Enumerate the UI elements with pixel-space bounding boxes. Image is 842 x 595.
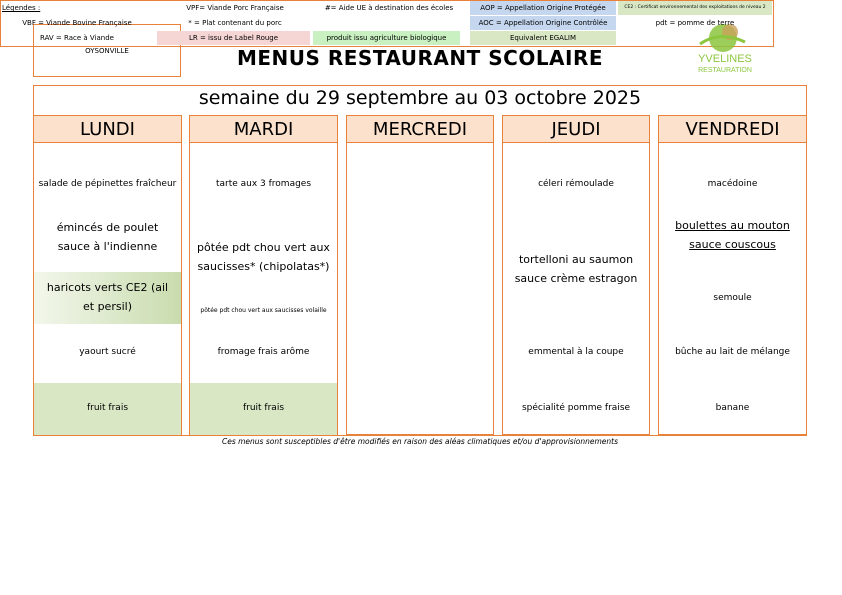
vendredi-entree: macédoine (707, 179, 758, 190)
day-column-vendredi (658, 115, 807, 435)
jeudi-plat: tortelloni au saumon sauce crème estragon (514, 253, 638, 285)
day-column-mardi (189, 115, 338, 435)
day-header-mardi: MARDI (190, 116, 337, 143)
mardi-dessert: fruit frais (190, 383, 337, 435)
vendredi-dessert: banane (715, 403, 750, 414)
legend-aoc: AOC = Appellation Origine Contrôlée (470, 16, 616, 30)
day-header-jeudi: JEUDI (503, 116, 649, 143)
logo-line1: YVELINES (698, 53, 752, 65)
mardi-alternative: pôtée pdt chou vert aux saucisses volaille (200, 306, 327, 314)
jeudi-entree: céleri rémoulade (538, 179, 614, 190)
legend-rav: RAV = Race à Viande (40, 34, 114, 42)
day-header-mercredi: MERCREDI (347, 116, 493, 143)
vendredi-accompagnement: semoule (713, 293, 752, 304)
lundi-entree: salade de pépinettes fraîcheur (38, 179, 177, 190)
legend-aop: AOP = Appellation Origine Protégée (470, 1, 616, 15)
town-label: OYSONVILLE (85, 46, 129, 55)
week-title: semaine du 29 septembre au 03 octobre 2025 (198, 87, 642, 109)
legend-aide-ue: #= Aide UE à destination des écoles (324, 4, 454, 12)
logo-line2: RESTAURATION (698, 67, 752, 74)
legend-egalim: Equivalent EGALIM (470, 31, 616, 45)
mardi-plat: pôtée pdt chou vert aux saucisses* (chipolatas*) (197, 241, 330, 273)
lundi-plat: émincés de poulet sauce à l'indienne (56, 221, 159, 253)
legend-bio: produit issu agriculture biologique (313, 31, 460, 45)
legend-box (0, 0, 774, 47)
jeudi-dessert: spécialité pomme fraise (521, 403, 631, 414)
legend-plat-porc: * = Plat contenant du porc (188, 19, 282, 27)
legend-lr: LR = issu de Label Rouge (157, 31, 310, 45)
lundi-accompagnement: haricots verts CE2 (ail et persil) (34, 272, 181, 324)
vendredi-laitage: bûche au lait de mélange (675, 347, 790, 358)
day-header-lundi: LUNDI (34, 116, 181, 143)
mardi-laitage: fromage frais arôme (217, 347, 310, 358)
legend-vpf: VPF= Viande Porc Française (186, 4, 284, 12)
legend-ce2: CE2 : Certificat environnemental des exploitations de niveau 2 (618, 1, 772, 15)
day-column-jeudi (502, 115, 650, 435)
lundi-laitage: yaourt sucré (79, 347, 136, 358)
legend-title: Légendes : (2, 4, 41, 12)
disclaimer-note: Ces menus sont susceptibles d'être modifiés en raison des aléas climatiques et/ou d'approvisionnements (221, 437, 619, 446)
jeudi-laitage: emmental à la coupe (528, 347, 624, 358)
day-column-lundi (33, 115, 182, 435)
page-title: MENUS RESTAURANT SCOLAIRE (236, 46, 604, 70)
legend-vbf: VBF = Viande Bovine Française (22, 19, 132, 27)
vendredi-plat: boulettes au mouton sauce couscous (675, 219, 790, 251)
lundi-dessert: fruit frais (34, 383, 181, 435)
day-header-vendredi: VENDREDI (659, 116, 806, 143)
mardi-entree: tarte aux 3 fromages (215, 179, 312, 190)
legend-pdt: pdt = pomme de terre (655, 19, 735, 27)
day-column-mercredi (346, 115, 494, 435)
